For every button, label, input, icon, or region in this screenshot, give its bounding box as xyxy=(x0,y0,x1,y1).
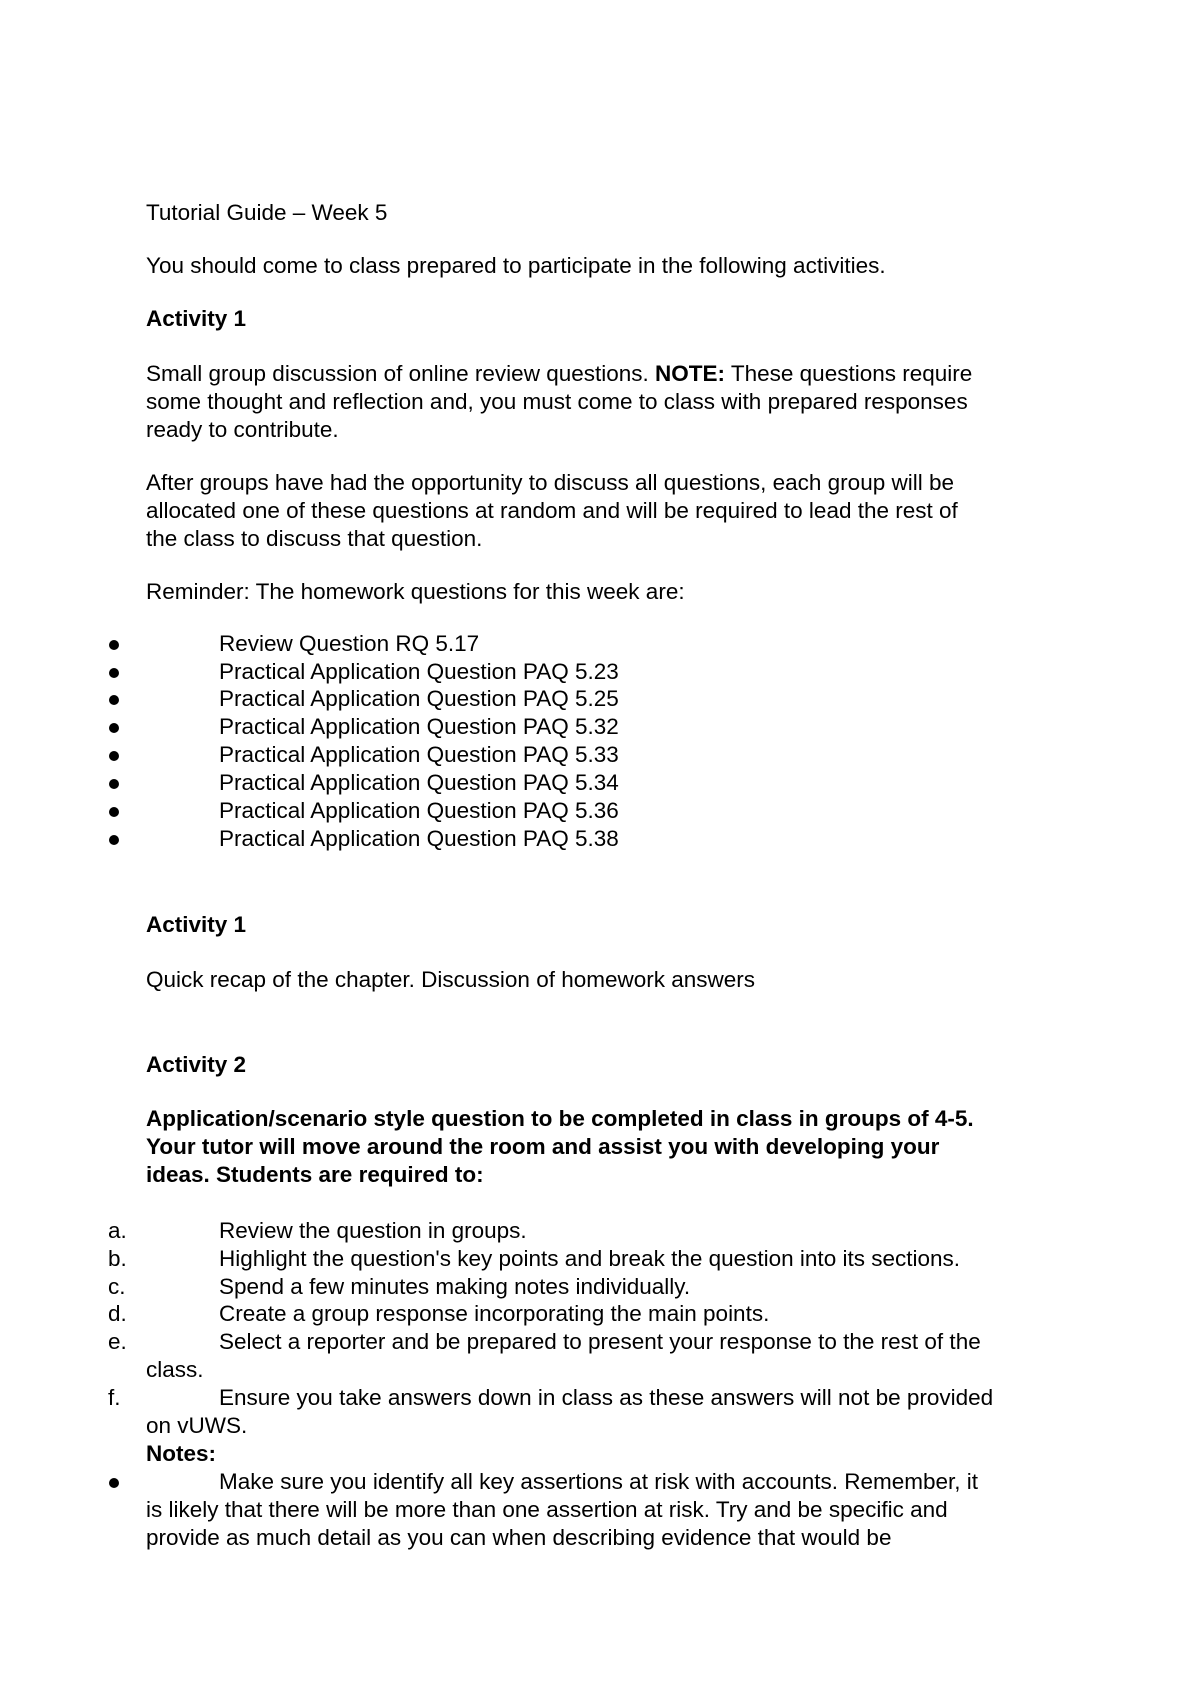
para1-line2: some thought and reflection and, you must come to class with prepared responses xyxy=(146,389,968,414)
intro-text: You should come to class prepared to participate in the following activities. xyxy=(146,253,886,278)
bullet-icon xyxy=(109,751,119,761)
activity-1-repeat-heading: Activity 1 xyxy=(146,912,247,937)
step-text: Review the question in groups. xyxy=(219,1218,527,1243)
document-title: Tutorial Guide – Week 5 xyxy=(146,200,388,225)
step-marker: a. xyxy=(108,1218,127,1243)
bullet-icon xyxy=(109,1478,119,1488)
step-marker: d. xyxy=(108,1301,127,1326)
step-text: Spend a few minutes making notes individually. xyxy=(219,1274,691,1299)
note1-line1: Make sure you identify all key assertions at risk with accounts. Remember, it xyxy=(219,1469,979,1494)
para2-line3: the class to discuss that question. xyxy=(146,526,483,551)
homework-item-text: Practical Application Question PAQ 5.36 xyxy=(219,798,619,823)
activity-2-heading: Activity 2 xyxy=(146,1052,247,1077)
homework-item-text: Review Question RQ 5.17 xyxy=(219,631,480,656)
note1-line3: provide as much detail as you can when describing evidence that would be xyxy=(146,1525,892,1550)
homework-item-text: Practical Application Question PAQ 5.25 xyxy=(219,686,619,711)
reminder-text: Reminder: The homework questions for this week are: xyxy=(146,579,685,604)
step-text: Ensure you take answers down in class as these answers will not be provided xyxy=(219,1385,994,1410)
step-text: Create a group response incorporating the main points. xyxy=(219,1301,770,1326)
bullet-icon xyxy=(109,668,119,678)
step-marker: b. xyxy=(108,1246,127,1271)
bullet-icon xyxy=(109,640,119,650)
homework-item-text: Practical Application Question PAQ 5.32 xyxy=(219,714,619,739)
step-text: Highlight the question's key points and break the question into its sections. xyxy=(219,1246,960,1271)
step-text: Select a reporter and be prepared to present your response to the rest of the xyxy=(219,1329,981,1354)
bullet-icon xyxy=(109,779,119,789)
step-text-continued: class. xyxy=(146,1357,204,1382)
homework-item-text: Practical Application Question PAQ 5.34 xyxy=(219,770,619,795)
bullet-icon xyxy=(109,723,119,733)
para2-line2: allocated one of these questions at random and will be required to lead the rest of xyxy=(146,498,958,523)
note-label: NOTE: xyxy=(655,361,726,386)
homework-item-text: Practical Application Question PAQ 5.33 xyxy=(219,742,619,767)
para1-line1 xyxy=(146,360,972,388)
para1-text-after: These questions require xyxy=(725,361,973,386)
step-text-continued: on vUWS. xyxy=(146,1413,248,1438)
note1-line2: is likely that there will be more than one assertion at risk. Try and be specific and xyxy=(146,1497,948,1522)
homework-item-text: Practical Application Question PAQ 5.23 xyxy=(219,659,619,684)
app-line1: Application/scenario style question to be completed in class in groups of 4-5. xyxy=(146,1106,974,1131)
app-line2: Your tutor will move around the room and assist you with developing your xyxy=(146,1134,940,1159)
para1-text: Small group discussion of online review questions. xyxy=(146,361,656,386)
bullet-icon xyxy=(109,695,119,705)
notes-heading: Notes: xyxy=(146,1441,217,1466)
step-marker: c. xyxy=(108,1274,126,1299)
homework-item-text: Practical Application Question PAQ 5.38 xyxy=(219,826,619,851)
bullet-icon xyxy=(109,835,119,845)
recap-text: Quick recap of the chapter. Discussion of homework answers xyxy=(146,967,756,992)
para1-line3: ready to contribute. xyxy=(146,417,339,442)
activity-1-heading: Activity 1 xyxy=(146,306,247,331)
para2-line1: After groups have had the opportunity to discuss all questions, each group will be xyxy=(146,470,954,495)
step-marker: f. xyxy=(108,1385,121,1410)
bullet-icon xyxy=(109,807,119,817)
step-marker: e. xyxy=(108,1329,127,1354)
app-line3: ideas. Students are required to: xyxy=(146,1162,484,1187)
